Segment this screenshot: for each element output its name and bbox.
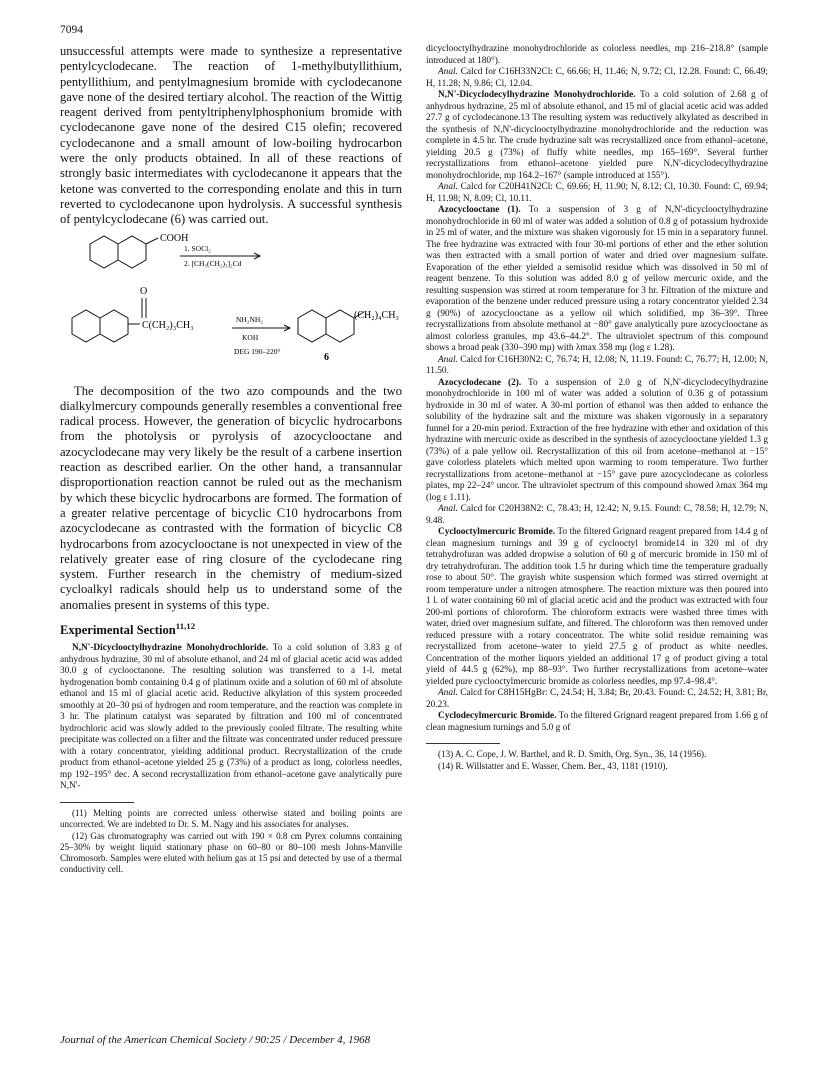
footnote-rule bbox=[60, 802, 134, 803]
product-number: 6 bbox=[324, 351, 329, 363]
discussion-paragraph: The decomposition of the two azo compounds and the two dialkylmercury compounds generally resembles a conventional free radical process. However, the generation of bicyclic hydrocarbons from the photolysis or pyrolysis of azocyclooctane and azocyclodecane may very likely be the result of a carbene insertion reaction as described earlier. On the other hand, a transannular disproportionation reaction cannot be ruled out as the mechanism by which these bicyclic hydrocarbons are formed. The formation of a greater relative percentage of bicyclic C10 hydrocarbons from azocyclodecane as contrasted with the formation of bicyclic C8 hydrocarbons from azocyclooctane is not unexpected in view of the relatively greater ease of ring closure of the cyclodecane ring system. Further research in the chemistry of medium-sized cycloalkyl radicals should help us to understand some of the anomalies present in systems of this type. bbox=[60, 383, 402, 612]
product-chain-label: (CH₂)₄CH₃ bbox=[354, 309, 399, 321]
anal-text: Calcd for C16H30N2: C, 76.74; H, 12.08; N, 11.19. Found: C, 76.77; H, 12.00; N, 11.50. bbox=[426, 354, 768, 376]
carbonyl-oxygen: O bbox=[140, 285, 148, 297]
exp-body: To the filtered Grignard reagent prepared from 14.4 g of clean magnesium turnings and 39 g of cyclooctyl bromide14 in 320 ml of dry tetrahydrofuran was added dropwise a solution of 60 g of mercuric bromide in 150 ml of dry tetrahydrofuran. The addition took 1.5 hr during which time the temperature gradually rose to about 50°. The grayish white suspension which formed was stirred overnight at room temperature under a nitrogen atmosphere. The reaction mixture was then poured into 1 l. of water containing 60 ml of glacial acetic acid and the product was extracted with four 200-ml portions of chloroform. The chloroform extracts were washed three times with water, dried over magnesium sulfate, and filtered. The chloroform was then removed under reduced pressure with a rotary concentrator. The white solid residue remaining was recrystallized from acetone–water to yield 27.5 g of product as white needles. Concentration of the mother liquors yielded an additional 17 g of product giving a total yield of 44.5 g (62%), mp 88–93°. Two further recrystallizations from acetone–water yielded pure cyclooctylmercuric bromide as colorless needles, mp 97.4–98.4°. bbox=[426, 527, 768, 687]
anal-text: Calcd for C20H41N2Cl: C, 69.66; H, 11.90; N, 8.12; Cl, 10.30. Found: C, 69.94; H, 11.98; N, 8.09; Cl, 10.11. bbox=[426, 182, 769, 204]
ketone-chain-label: C(CH₂)₃CH₃ bbox=[142, 319, 194, 331]
exp-azocyclodecane bbox=[426, 378, 768, 505]
anal-text: Calcd for C8H15HgBr: C, 24.54; H, 3.84; Br, 20.43. Found: C, 24.52; H, 3.81; Br, 20.23. bbox=[426, 688, 768, 710]
anal-label: Anal. bbox=[438, 504, 458, 514]
anal-2 bbox=[426, 182, 768, 205]
exp-cyclodecylmercuric-bromide bbox=[426, 711, 768, 734]
para-r1: dicyclooctylhydrazine monohydrochloride as colorless needles, mp 216–218.8° (sample introduced at 180°). bbox=[426, 44, 768, 66]
reaction-scheme bbox=[60, 232, 402, 372]
exp-head: N,N'-Dicyclodecylhydrazine Monohydrochloride. bbox=[438, 90, 636, 100]
anal-5 bbox=[426, 688, 768, 711]
exp-head: Azocyclooctane (1). bbox=[438, 205, 521, 215]
exp-head: Cyclooctylmercuric Bromide. bbox=[438, 527, 556, 537]
exp-body: To a cold solution of 3.83 g of anhydrous hydrazine, 30 ml of absolute ethanol, and 24 ml of glacial acetic acid was added 30.0 g of cyclooctanone. The resulting solution was transferred to a 1-l. metal hydrogenation bomb containing 0.4 g of platinum oxide and a solution of 60 ml of absolute ethanol and 15 ml of glacial acetic acid. Reductive alkylation of this system proceeded smoothly at 20–30 psi of hydrogen and room temperature, and the reaction was complete in 3 hr. The platinum catalyst was separated by filtration and 100 ml of concentrated hydrochloric acid was slowly added to the previously cooled filtrate. The resulting white precipitate was collected on a filter and the filtrate was concentrated under reduced pressure with a rotary concentrator, yielding additional product. Recrystallization of the crude product from ethanol–acetone yielded 25 g (73%) of a product as long, colorless needles, mp 192–195° dec. A second recrystallization from ethanol–acetone gave analytically pure N,N'- bbox=[60, 643, 403, 792]
anal-label: Anal. bbox=[438, 67, 458, 77]
left-column bbox=[60, 44, 402, 876]
reagent-koh: KOH bbox=[242, 332, 259, 342]
section-title bbox=[60, 621, 402, 638]
exp-body: To a cold solution of 2.68 g of anhydrous hydrazine, 25 ml of absolute ethanol, and 15 ml of glacial acetic acid was added 27.7 g of cyclodecanone.13 The resulting system was reductively alkylated as described in the synthesis of N,N'-dicyclooctylhydrazine monohydrochloride and the reduction was complete in 4.5 hr. The crude hydrazine salt was recrystallized once from ethanol–acetone, yielding 20.5 g (73%) of fluffy white needles, mp 165–169°. Several further recrystallizations from ethanol–acetone yielded pure N,N'-dicyclodecylhydrazine monohydrochloride, mp 164.2–167° (sample introduced at 155°). bbox=[426, 90, 769, 181]
anal-label: Anal. bbox=[438, 688, 458, 698]
footnote-13: (13) A. C. Cope, J. W. Barthel, and R. D. Smith, Org. Syn., 36, 14 (1956). bbox=[438, 749, 707, 759]
section-title-text: Experimental Section bbox=[60, 623, 176, 638]
journal-footer: Journal of the American Chemical Society / 90:25 / December 4, 1968 bbox=[60, 1034, 371, 1046]
section-title-refs: 11,12 bbox=[175, 621, 196, 632]
exp-head: N,N'-Dicyclooctylhydrazine Monohydrochloride. bbox=[72, 643, 269, 654]
anal-text: Calcd for C20H38N2: C, 78.43; H, 12.42; N, 9.15. Found: C, 78.58; H, 12.79; N, 9.48. bbox=[426, 504, 768, 526]
reaction-scheme-drawing bbox=[60, 232, 402, 372]
reagent-step-2: 2. [CH₃(CH₂)₃]₂Cd bbox=[184, 258, 242, 268]
footnote-12: (12) Gas chromatography was carried out with 190 × 0.8 cm Pyrex columns containing 25–30% by weight liquid stationary phase on 60–80 or 80–100 mesh Johns-Manville Chromosorb. Samples were eluted with helium gas at 15 psi and detected by use of a thermal conductivity cell. bbox=[60, 830, 402, 874]
anal-text: Calcd for C16H33N2Cl: C, 66.66; H, 11.46; N, 9.72; Cl, 12.28. Found: C, 66.49; H, 11.28; N, 9.86; Cl, 12.04. bbox=[426, 67, 769, 89]
anal-4 bbox=[426, 504, 768, 527]
ring-top-left bbox=[90, 236, 118, 268]
exp-body: To the filtered Grignard reagent prepared from 1.66 g of clean magnesium turnings and 5.0 g of bbox=[426, 711, 769, 733]
anal-label: Anal. bbox=[438, 354, 458, 365]
anal-1 bbox=[426, 67, 768, 90]
exp-body: To a suspension of 2.0 g of N,N'-dicyclodecylhydrazine monohydrochloride in 100 ml of water was added a solution of 0.36 g of potassium hydroxide in 30 ml of water. A 30-ml portion of ethanol was then added to enhance the solubility of the hydrazine salt and the mixture was shaken vigorously in a separatory funnel for a 20-min period. Extraction of the free hydrazine with ether and oxidation of this hydrazine with mercuric oxide as described in the synthesis of azocyclooctane yielded 1.3 g (73%) of a pale yellow oil. Recrystallization of this oil from acetone–methanol at −15° gave colorless platelets which melted upon warming to room temperature. Two further recrystallizations from acetone–methanol at −15° gave pure azocyclodecane as colorless plates, mp 22–24° uncor. The ultraviolet spectrum of this compound showed λmax 364 mμ (log ε 1.11). bbox=[426, 377, 768, 503]
footnote-11: (11) Melting points are corrected unless otherwise stated and boiling points are uncorrected. We are indebted to Dr. S. M. Nagy and his associates for analyses. bbox=[60, 807, 402, 829]
reagent-hydrazine: NH₂NH₂ bbox=[236, 314, 263, 324]
right-column bbox=[426, 44, 768, 773]
footnote-14: (14) R. Willstatter and E. Wasser, Chem. Ber., 43, 1181 (1910). bbox=[438, 761, 668, 771]
exp-dicyclooctylhydrazine bbox=[60, 643, 402, 793]
intro-paragraph: unsuccessful attempts were made to synthesize a representative pentylcyclodecane. The reaction of 1-methylbutyllithium, pentyllithium, and pentylmagnesium bromide with cyclodecanone gave none of the desired tertiary alcohol. The reaction of the Wittig reagent derived from pentyltriphenylphosphonium bromide with cyclodecanone gave none of the desired C15 olefin; recovered cyclodecanone and a small amount of low-boiling hydrocarbon were the only products obtained. In all of these reactions of strongly basic intermediates with cyclodecanone it appears that the ketone was converted to the corresponding enolate and this in turn reverted to cyclodecanone upon hydrolysis. A successful synthesis of pentylcyclodecane (6) was carried out. bbox=[60, 44, 402, 227]
reagent-step-1: 1. SOCl₂ bbox=[184, 243, 211, 253]
anal-label: Anal. bbox=[438, 182, 458, 192]
page-number: 7094 bbox=[60, 24, 83, 36]
exp-body: To a suspension of 3 g of N,N'-dicyclooctylhydrazine monohydrochloride in 60 ml of water was added a solution of 0.8 g of potassium hydroxide in 25 ml of water, and the mixture was shaken vigorously for 15 min in a separatory funnel. The free hydrazine was extracted with four 30-ml portions of ether and the ether solution was then extracted with a small portion of water and dried over magnesium sulfate. Evaporation of the ether yielded a semisolid residue which was dissolved in 50 ml of reagent benzene. To this solution was added 8.0 g of yellow mercuric oxide, and the resulting suspension was stirred at room temperature for 3 hr. Filtration of the mixture and evaporation of the benzene under reduced pressure using a rotary concentrator yielded 2.34 g (90%) of azocyclooctane as a yellow oil which solidified, mp 36–39°. Three recrystallizations from absolute methanol at −80° gave analytically pure azocyclooctane as almost colorless granules, mp 43.6–44.2°. The ultraviolet spectrum of this compound shows a broad peak (330–390 mμ) with λmax 358 mμ (log ε 1.28). bbox=[426, 205, 768, 353]
exp-head: Azocyclodecane (2). bbox=[438, 377, 522, 388]
exp-dicyclodecylhydrazine bbox=[426, 90, 768, 182]
cooh-label: COOH bbox=[160, 232, 189, 244]
reagent-deg: DEG 190–220° bbox=[234, 346, 281, 356]
footnote-rule bbox=[426, 743, 500, 744]
exp-cyclooctylmercuric-bromide bbox=[426, 527, 768, 688]
ring-top-right bbox=[118, 236, 146, 268]
anal-3 bbox=[426, 355, 768, 378]
exp-azocyclooctane bbox=[426, 205, 768, 355]
exp-head: Cyclodecylmercuric Bromide. bbox=[438, 711, 557, 721]
